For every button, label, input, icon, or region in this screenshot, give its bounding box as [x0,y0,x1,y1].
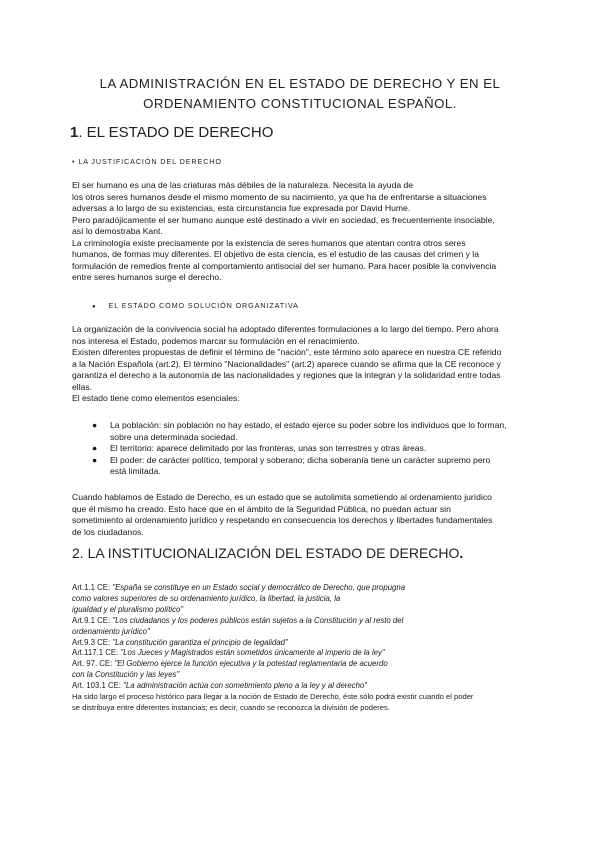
paragraph-3 [72,492,492,538]
paragraph-2 [72,324,501,405]
paragraph-line: Existen diferentes propuestas de definir el término de "nación", este término solo aparece en nuestra CE referido [72,347,502,357]
title-line-2: ORDENAMIENTO CONSTITUCIONAL ESPAÑOL. [143,96,457,111]
list-item [92,420,507,443]
article-text: con la Constitución y las leyes" [72,670,180,680]
closing-line: se distribuya entre diferentes instancias; es decir, cuando se reconozca la división de poderes. [72,702,390,712]
article-text: "La administración actúa con sometimiento pleno a la ley y al derecho" [123,681,368,691]
article-text: ordenamiento jurídico" [72,626,150,636]
title-line-1: LA ADMINISTRACIÓN EN EL ESTADO DE DERECHO Y EN EL [99,76,501,91]
paragraph-line: de los ciudadanos. [72,526,144,537]
list-item-line: La población: sin población no hay estado, el estado ejerce su poder sobre los individuos que lo forman, [110,420,507,430]
section-2-heading [72,545,463,561]
section-2-heading-text: 2. LA INSTITUCIONALIZACIÓN DEL ESTADO DE DERECHO [72,545,460,561]
section-1-heading-text: . EL ESTADO DE DERECHO [78,124,274,141]
paragraph-line: los otros seres humanos desde el mismo momento de su nacimiento, ya que ha de enfrentarse a situaciones [72,191,487,202]
article-text: igualdad y el pluralismo político" [72,604,184,614]
paragraph-line: adversas a lo largo de su existencias, esta circunstancia fue expresada por David Hume. [72,203,411,213]
bullet-icon: ● [92,454,98,465]
article-ref: Art. 103.1 CE: [72,681,124,691]
paragraph-line: así lo demostraba Kant. [72,226,163,236]
paragraph-line: humanos, de formas muy diferentes. El objetivo de esta ciencia, es el estudio de las causas del crimen y la [72,249,479,259]
subheading-justificacion: • LA JUSTIFICACIÓN DEL DERECHO [72,157,222,166]
article-text: "Los ciudadanos y los poderes públicos están sujetos a la Constitución y al resto del [112,615,404,625]
article-line [72,605,473,616]
article-line [72,659,473,670]
article-text: "La constitución garantiza el principio de legalidad" [112,637,288,647]
article-text: "El Gobierno ejerce la función ejecutiva y la potestad reglamentaria de acuerdo [114,659,388,669]
subheading-estado-solucion-text: EL ESTADO COMO SOLUCIÓN ORGANIZATIVA [108,301,299,310]
article-ref: Art.9.1 CE: [72,615,113,625]
article-line [72,648,473,659]
closing-line: Ha sido largo el proceso histórico para llegar a la noción de Estado de Derecho, éste sólo podrá existir cuando el poder [72,692,474,702]
essential-elements-list [92,420,507,478]
article-line [72,594,473,605]
list-item-line: El poder: de carácter político, temporal y soberano; dicha soberanía tiene un carácter supremo pero [110,454,491,465]
bullet-icon: ● [92,420,98,430]
paragraph-line: garantiza el derecho a la autonomía de las nacionalidades y regiones que la integran y la solidaridad entre todas [72,370,501,380]
paragraph-line: entre seres humanos surge el derecho. [72,272,222,282]
paragraph-line: sometimiento al ordenamiento jurídico y respetando en consecuencia los derechos y libertades fundamentales [72,515,493,525]
paragraph-line: El ser humano es una de las criaturas más débiles de la naturaleza. Necesita la ayuda de [72,180,414,190]
paragraph-line: La criminología existe precisamente por la existencia de seres humanos que atentan contra otros seres [72,237,466,248]
bullet-icon: ● [92,304,97,310]
article-line [72,638,473,649]
paragraph-line: ellas. [72,381,93,392]
article-text: "España se constituye en un Estado social y democrático de Derecho, que propugna [112,583,406,592]
list-item-line: está limitada. [110,466,161,476]
paragraph-line: a la Nación Española (art.2). El término "Nacionalidades" (art.2) aparece cuando se afirma que la CE reconoce y [72,358,501,369]
section-2-heading-dot: . [459,545,464,561]
articles-list [72,583,473,714]
list-item-line: sobre una determinada sociedad. [110,431,238,442]
article-line [72,670,473,681]
paragraph-line: nos interesa el Estado, podemos marcar su formulación en el renacimiento. [72,335,360,346]
paragraph-line: que él mismo ha creado. Esto hace que en el ámbito de la Seguridad Pública, no puedan actuar sin [72,503,451,514]
section-1-heading [70,124,273,141]
list-item [92,443,507,455]
article-line [72,681,473,692]
paragraph-1 [72,180,496,284]
paragraph-line: El estado tiene como elementos esenciales: [72,393,240,403]
article-ref: Art.1.1 CE: [72,583,113,592]
bullet-icon: ● [92,443,98,453]
article-text: como valores superiores de su ordenamiento jurídico, la libertad, la justicia, la [72,593,341,603]
subheading-estado-solucion [92,301,299,310]
paragraph-line: Pero paradójicamente el ser humano aunque esté destinado a vivir en sociedad, es frecuentemente insociable, [72,214,495,225]
paragraph-line: formulación de remedios frente al comportamiento antisocial del ser humano. Para hacer posible la convivencia [72,260,497,271]
article-ref: Art. 97. CE: [72,659,115,669]
article-text: "Los Jueces y Magistrados están sometidos únicamente al imperio de la ley" [120,648,385,658]
paragraph-line: La organización de la convivencia social ha adoptado diferentes formulaciones a lo largo del tiempo. Pero ahora [72,324,499,334]
list-item [92,455,507,478]
paragraph-line: Cuando hablamos de Estado de Derecho, es un estado que se autolimita sometiendo al ordenamiento jurídico [72,492,492,502]
document-title [70,74,530,114]
article-line [72,627,473,638]
section-1-number: 1 [70,124,79,141]
article-line [72,583,473,594]
article-line [72,616,473,627]
article-ref: Art.9.3 CE: [72,637,113,647]
list-item-line: El territorio: aparece delimitado por las fronteras, unas son terrestres y otras áreas. [110,443,427,453]
article-ref: Art.117.1 CE: [72,648,121,658]
